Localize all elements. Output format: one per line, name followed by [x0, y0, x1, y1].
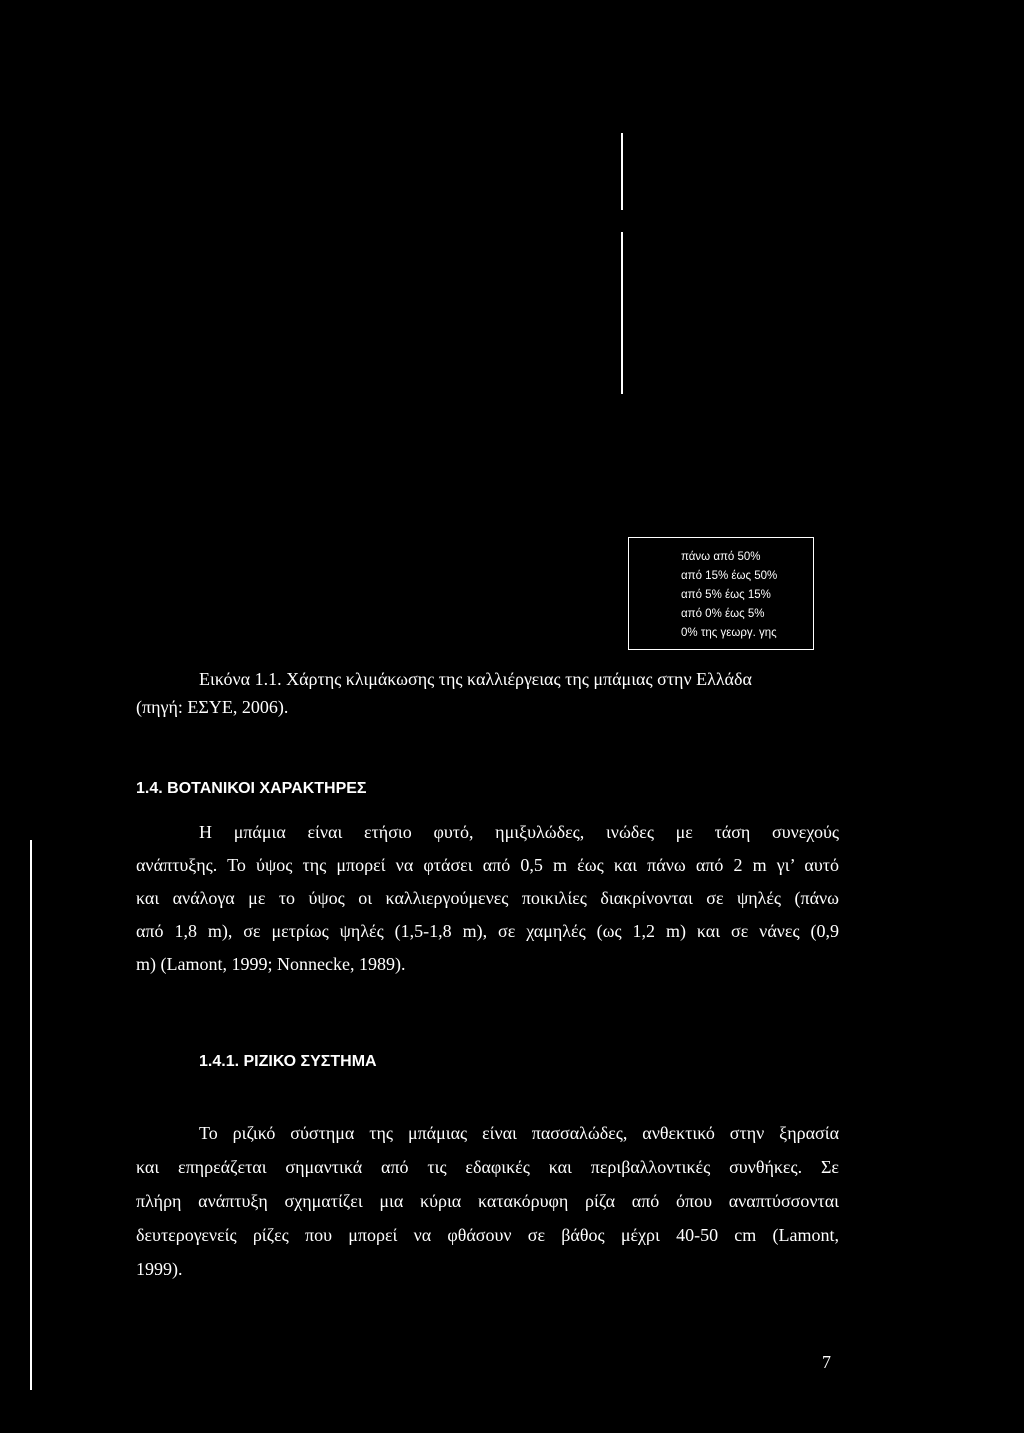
paragraph-line: από 1,8 m), σε μετρίως ψηλές (1,5-1,8 m), σε χαμηλές (ως 1,2 m) και σε νάνες (0,9	[136, 921, 839, 941]
paragraph-line: m) (Lamont, 1999; Nonnecke, 1989).	[136, 954, 406, 974]
paragraph-line: και ανάλογα με το ύψος οι καλλιεργούμενες ποικιλίες διακρίνονται σε ψηλές (πάνω	[136, 888, 839, 908]
section-heading: 1.4. ΒΟΤΑΝΙΚΟΙ ΧΑΡΑΚΤΗΡΕΣ	[136, 780, 367, 797]
figure-caption-line-1: Εικόνα 1.1. Χάρτης κλιμάκωσης της καλλιέργειας της μπάμιας στην Ελλάδα	[199, 669, 752, 689]
page-number: 7	[822, 1352, 831, 1372]
figure-caption-line-2: (πηγή: ΕΣΥΕ, 2006).	[136, 697, 289, 717]
paragraph-line: Η μπάμια είναι ετήσιο φυτό, ημιξυλώδες, ινώδες με τάση συνεχούς	[199, 822, 839, 842]
map-legend	[628, 537, 814, 650]
map-area	[0, 0, 1024, 530]
scan-line-top	[621, 133, 623, 210]
subsection-heading: 1.4.1. ΡΙΖΙΚΟ ΣΥΣΤΗΜΑ	[199, 1053, 377, 1070]
legend-item: 0% της γεωργ. γης	[681, 627, 777, 639]
paragraph-line: και επηρεάζεται σημαντικά από τις εδαφικές και περιβαλλοντικές συνθήκες. Σε	[136, 1157, 839, 1177]
paragraph-line: ανάπτυξης. Το ύψος της μπορεί να φτάσει από 0,5 m έως και πάνω από 2 m γι’ αυτό	[136, 855, 839, 875]
legend-item: πάνω από 50%	[681, 551, 761, 563]
paragraph-line: Το ριζικό σύστημα της μπάμιας είναι πασσαλώδες, ανθεκτικό στην ξηρασία	[199, 1123, 839, 1143]
legend-item: από 0% έως 5%	[681, 608, 765, 620]
paragraph-line: δευτερογενείς ρίζες που μπορεί να φθάσουν σε βάθος μέχρι 40-50 cm (Lamont,	[136, 1225, 839, 1245]
paragraph-line: 1999).	[136, 1259, 183, 1279]
paragraph-line: πλήρη ανάπτυξη σχηματίζει μια κύρια κατακόρυφη ρίζα από όπου αναπτύσσονται	[136, 1191, 839, 1211]
scan-line-lower	[621, 232, 623, 394]
legend-item: από 5% έως 15%	[681, 589, 771, 601]
left-margin-line	[30, 840, 32, 1390]
legend-item: από 15% έως 50%	[681, 570, 778, 582]
